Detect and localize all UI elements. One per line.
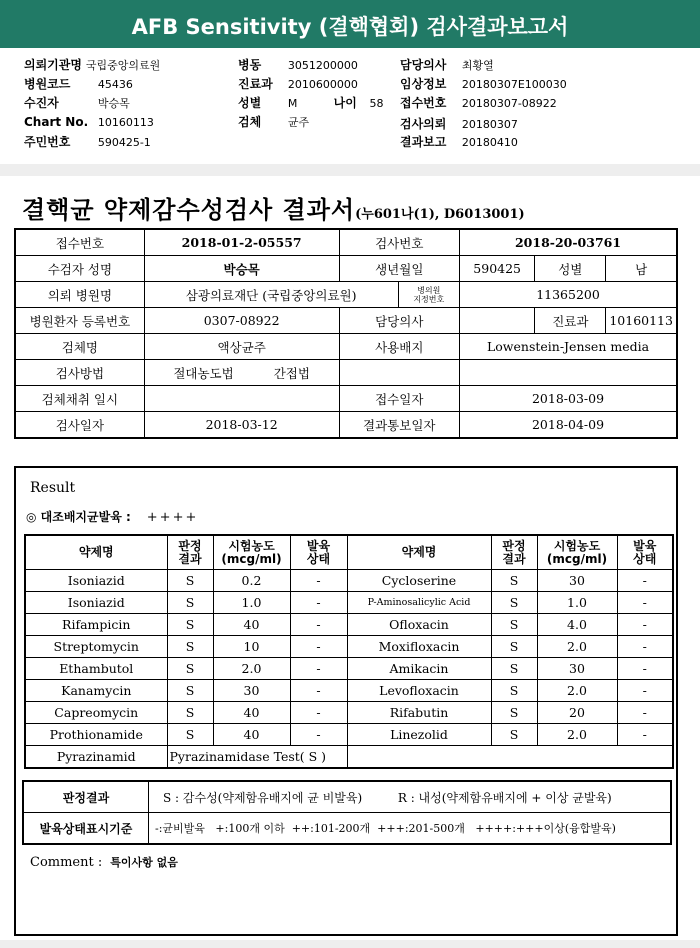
legend-growth-label: 발육상태표시기준 (23, 813, 149, 845)
header-info (0, 48, 700, 164)
dept-value: 10160113 (606, 308, 677, 334)
institution-label: 의뢰기관명 (24, 58, 82, 72)
drug-conc: 20 (537, 702, 617, 724)
designated-no-label-1: 병의원 (417, 285, 441, 295)
info-row (15, 229, 677, 256)
drug-name: Amikacin (347, 658, 491, 680)
drug-conc: 30 (537, 658, 617, 680)
drug-conc: 1.0 (213, 592, 290, 614)
drug-judge: S (167, 680, 213, 702)
institution-row (24, 56, 160, 73)
test-no-value: 2018-20-03761 (460, 229, 677, 256)
medium-value: Lowenstein-Jensen media (460, 334, 677, 360)
drug-growth: - (617, 724, 673, 746)
age-value: 58 (369, 97, 384, 110)
hospital-code-label: 병원코드 (24, 77, 71, 91)
patient-reg-value: 0307-08922 (144, 308, 339, 334)
chart-no-value: 10160113 (97, 116, 154, 129)
col-growth-right-1: 발육 (633, 538, 657, 553)
examinee-value: 박승목 (144, 256, 339, 282)
doctor-row (400, 56, 494, 73)
col-drug-right: 약제명 (347, 535, 491, 570)
banner-title: AFB Sensitivity (결핵협회) 검사결과보고서 (131, 15, 569, 39)
control-growth-value: ++++ (146, 510, 199, 525)
sex-age-row (238, 94, 383, 111)
ward-label: 병동 (238, 58, 262, 72)
drug-judge: S (167, 636, 213, 658)
test-request-value: 20180307 (461, 118, 518, 131)
drug-conc: 40 (213, 702, 290, 724)
pyrazinamid-name: Pyrazinamid (25, 746, 167, 769)
chart-no-label: Chart No. (24, 115, 89, 129)
patient-label: 수진자 (24, 96, 59, 110)
col-growth-left (290, 535, 347, 570)
col-conc-left (213, 535, 290, 570)
drug-conc: 2.0 (537, 680, 617, 702)
drug-judge: S (491, 614, 537, 636)
report-document (0, 176, 700, 940)
drug-growth: - (617, 592, 673, 614)
drug-name: Rifampicin (25, 614, 167, 636)
legend-growth-row (23, 813, 671, 845)
method-1: 절대농도법 (173, 365, 234, 381)
doctor-value: 최황열 (461, 59, 494, 72)
drug-judge: S (491, 724, 537, 746)
drug-growth: - (290, 570, 347, 592)
receipt-no-label: 접수번호 (400, 96, 447, 110)
patient-reg-label: 병원환자 등록번호 (15, 308, 144, 334)
hospital-code-value: 45436 (97, 78, 133, 91)
drug-name: Ofloxacin (347, 614, 491, 636)
drug-conc: 40 (213, 614, 290, 636)
legend-growth-text: -:균비발육 +:100개 이하 ++:101-200개 +++:201-500개 ++++:+++이상(융합발육) (149, 813, 672, 845)
method-blank (339, 360, 460, 386)
legend-judge-row (23, 781, 671, 813)
collect-date-value (144, 386, 339, 412)
drug-growth: - (617, 658, 673, 680)
drug-conc: 4.0 (537, 614, 617, 636)
drug-growth: - (290, 702, 347, 724)
drug-growth: - (617, 636, 673, 658)
drug-judge: S (491, 680, 537, 702)
hospital-code-row (24, 75, 133, 92)
drug-judge: S (491, 636, 537, 658)
test-request-row (400, 115, 518, 132)
drug-name: Ethambutol (25, 658, 167, 680)
drug-row (25, 614, 673, 636)
method-2: 간접법 (273, 365, 310, 381)
drug-judge: S (491, 702, 537, 724)
drug-conc: 2.0 (537, 724, 617, 746)
report-title (22, 190, 525, 225)
doctor-value (460, 308, 535, 334)
legend-judge-text (149, 781, 672, 813)
info-row (15, 282, 677, 308)
drug-judge: S (491, 570, 537, 592)
info-row (15, 412, 677, 439)
resident-no-row (24, 133, 151, 150)
drug-growth: - (290, 680, 347, 702)
drug-row (25, 592, 673, 614)
drug-conc: 2.0 (213, 658, 290, 680)
info-row (15, 386, 677, 412)
legend-judge-r: R : 내성(약제함유배지에 + 이상 균발육) (397, 790, 612, 805)
col-judge-right (491, 535, 537, 570)
drug-name: Prothionamide (25, 724, 167, 746)
drug-growth: - (290, 658, 347, 680)
hospital-value: 삼광의료재단 (국립중앙의료원) (144, 282, 398, 308)
drug-conc: 10 (213, 636, 290, 658)
test-date-value: 2018-03-12 (144, 412, 339, 439)
info-row (15, 256, 677, 282)
designated-no-label-2: 지정번호 (413, 294, 445, 304)
resident-no-value: 590425-1 (97, 136, 151, 149)
receive-date-label: 접수일자 (339, 386, 460, 412)
test-date-label: 검사일자 (15, 412, 144, 439)
info-row (15, 308, 677, 334)
specimen-value: 균주 (287, 116, 310, 129)
drug-table-header (25, 535, 673, 570)
drug-judge: S (167, 592, 213, 614)
dept-label: 진료과 (535, 308, 606, 334)
result-label: Result (30, 480, 76, 496)
drug-conc: 30 (213, 680, 290, 702)
col-drug-left: 약제명 (25, 535, 167, 570)
pyrazinamid-test: Pyrazinamidase Test( S ) (167, 746, 347, 769)
col-conc-left-1: 시험농도 (228, 538, 275, 553)
sex-label: 성별 (238, 96, 262, 110)
legend-judge-s: S : 감수성(약제함유배지에 균 비발육) (163, 790, 363, 805)
receipt-no-value: 20180307-08922 (461, 97, 557, 110)
result-report-value: 20180410 (461, 136, 518, 149)
col-judge-left (167, 535, 213, 570)
drug-name: Linezolid (347, 724, 491, 746)
drug-name: Isoniazid (25, 570, 167, 592)
col-conc-left-2: (mcg/ml) (221, 551, 282, 566)
clinical-info-row (400, 75, 567, 92)
drug-conc: 2.0 (537, 636, 617, 658)
report-banner (0, 0, 700, 48)
patient-value: 박승목 (97, 97, 130, 110)
control-growth-label: ◎ 대조배지균발육 : (26, 510, 131, 524)
drug-growth: - (617, 614, 673, 636)
legend-table (22, 780, 672, 845)
patient-row (24, 94, 130, 111)
doctor-label: 담당의사 (400, 58, 447, 72)
birth-label: 생년월일 (339, 256, 460, 282)
drug-name: Capreomycin (25, 702, 167, 724)
comment-label: Comment : (30, 855, 103, 870)
receive-date-value: 2018-03-09 (460, 386, 677, 412)
department-row (238, 75, 358, 92)
drug-row (25, 724, 673, 746)
sex-value: M (287, 97, 298, 110)
designated-no-value: 11365200 (460, 282, 677, 308)
drug-row (25, 702, 673, 724)
control-growth (26, 508, 198, 525)
test-no-label: 검사번호 (339, 229, 460, 256)
designated-no-label (398, 282, 459, 308)
sex-label: 성별 (535, 256, 606, 282)
resident-no-label: 주민번호 (24, 135, 71, 149)
method-value (144, 360, 339, 386)
drug-growth: - (290, 592, 347, 614)
drug-judge: S (167, 570, 213, 592)
drug-judge: S (167, 658, 213, 680)
col-growth-left-2: 상태 (306, 551, 331, 566)
drug-growth: - (290, 724, 347, 746)
comment-text: 특이사항 없음 (110, 856, 178, 869)
col-judge-left-2: 결과 (178, 551, 202, 566)
pyrazinamid-blank (347, 746, 673, 769)
drug-conc: 30 (537, 570, 617, 592)
specimen-row (238, 113, 309, 130)
drug-name: Moxifloxacin (347, 636, 491, 658)
birth-value: 590425 (460, 256, 535, 282)
hospital-label: 의뢰 병원명 (15, 282, 144, 308)
col-conc-right-2: (mcg/ml) (546, 551, 608, 566)
drug-name: Isoniazid (25, 592, 167, 614)
medium-label: 사용배지 (339, 334, 460, 360)
collect-date-label: 검체채취 일시 (15, 386, 144, 412)
ward-value: 3051200000 (287, 59, 358, 72)
report-title-code: (누601나(1), D6013001) (355, 207, 525, 222)
col-conc-right-1: 시험농도 (553, 538, 601, 553)
ward-row (238, 56, 358, 73)
specimen-label: 검체 (238, 115, 262, 129)
drug-conc: 0.2 (213, 570, 290, 592)
department-value: 2010600000 (287, 78, 358, 91)
drug-name: P-Aminosalicylic Acid (347, 592, 491, 614)
drug-table (24, 534, 674, 769)
institution-value: 국립중앙의료원 (85, 59, 161, 72)
drug-judge: S (167, 702, 213, 724)
result-report-label: 결과보고 (400, 135, 447, 149)
test-request-label: 검사의뢰 (400, 117, 447, 131)
examinee-label: 수검자 성명 (15, 256, 144, 282)
col-growth-right (617, 535, 673, 570)
drug-judge: S (491, 658, 537, 680)
legend-judge-label: 판정결과 (23, 781, 149, 813)
drug-name: Rifabutin (347, 702, 491, 724)
sex-value: 남 (606, 256, 677, 282)
col-judge-right-1: 판정 (502, 538, 526, 553)
clinical-info-label: 임상정보 (400, 77, 447, 91)
drug-row (25, 570, 673, 592)
drug-judge: S (491, 592, 537, 614)
drug-growth: - (290, 636, 347, 658)
doctor-label: 담당의사 (339, 308, 460, 334)
drug-growth: - (290, 614, 347, 636)
drug-growth: - (617, 570, 673, 592)
receipt-no-label: 접수번호 (15, 229, 144, 256)
drug-judge: S (167, 614, 213, 636)
drug-name: Cycloserine (347, 570, 491, 592)
drug-conc: 1.0 (537, 592, 617, 614)
drug-judge: S (167, 724, 213, 746)
report-title-text: 결핵균 약제감수성검사 결과서 (22, 195, 356, 224)
department-label: 진료과 (238, 77, 273, 91)
drug-row (25, 636, 673, 658)
drug-growth: - (617, 680, 673, 702)
result-report-row (400, 133, 518, 150)
receipt-no-row (400, 94, 557, 111)
col-judge-right-2: 결과 (502, 551, 526, 566)
drug-growth: - (617, 702, 673, 724)
info-row (15, 334, 677, 360)
result-box (14, 466, 678, 936)
info-table (14, 228, 678, 439)
col-growth-right-2: 상태 (633, 551, 657, 566)
drug-row (25, 658, 673, 680)
specimen-value: 액상균주 (144, 334, 339, 360)
pyrazinamid-row (25, 746, 673, 769)
notify-date-label: 결과통보일자 (339, 412, 460, 439)
drug-row (25, 680, 673, 702)
method-label: 검사방법 (15, 360, 144, 386)
drug-conc: 40 (213, 724, 290, 746)
age-label: 나이 (333, 96, 357, 110)
col-judge-left-1: 판정 (178, 538, 202, 553)
specimen-label: 검체명 (15, 334, 144, 360)
drug-name: Kanamycin (25, 680, 167, 702)
method-blank-2 (460, 360, 677, 386)
info-row (15, 360, 677, 386)
receipt-no-value: 2018-01-2-05557 (144, 229, 339, 256)
notify-date-value: 2018-04-09 (460, 412, 677, 439)
drug-name: Levofloxacin (347, 680, 491, 702)
clinical-info-value: 20180307E100030 (461, 78, 567, 91)
comment (30, 854, 178, 870)
col-growth-left-1: 발육 (306, 538, 331, 553)
drug-name: Streptomycin (25, 636, 167, 658)
chart-no-row (24, 115, 154, 129)
col-conc-right (537, 535, 617, 570)
